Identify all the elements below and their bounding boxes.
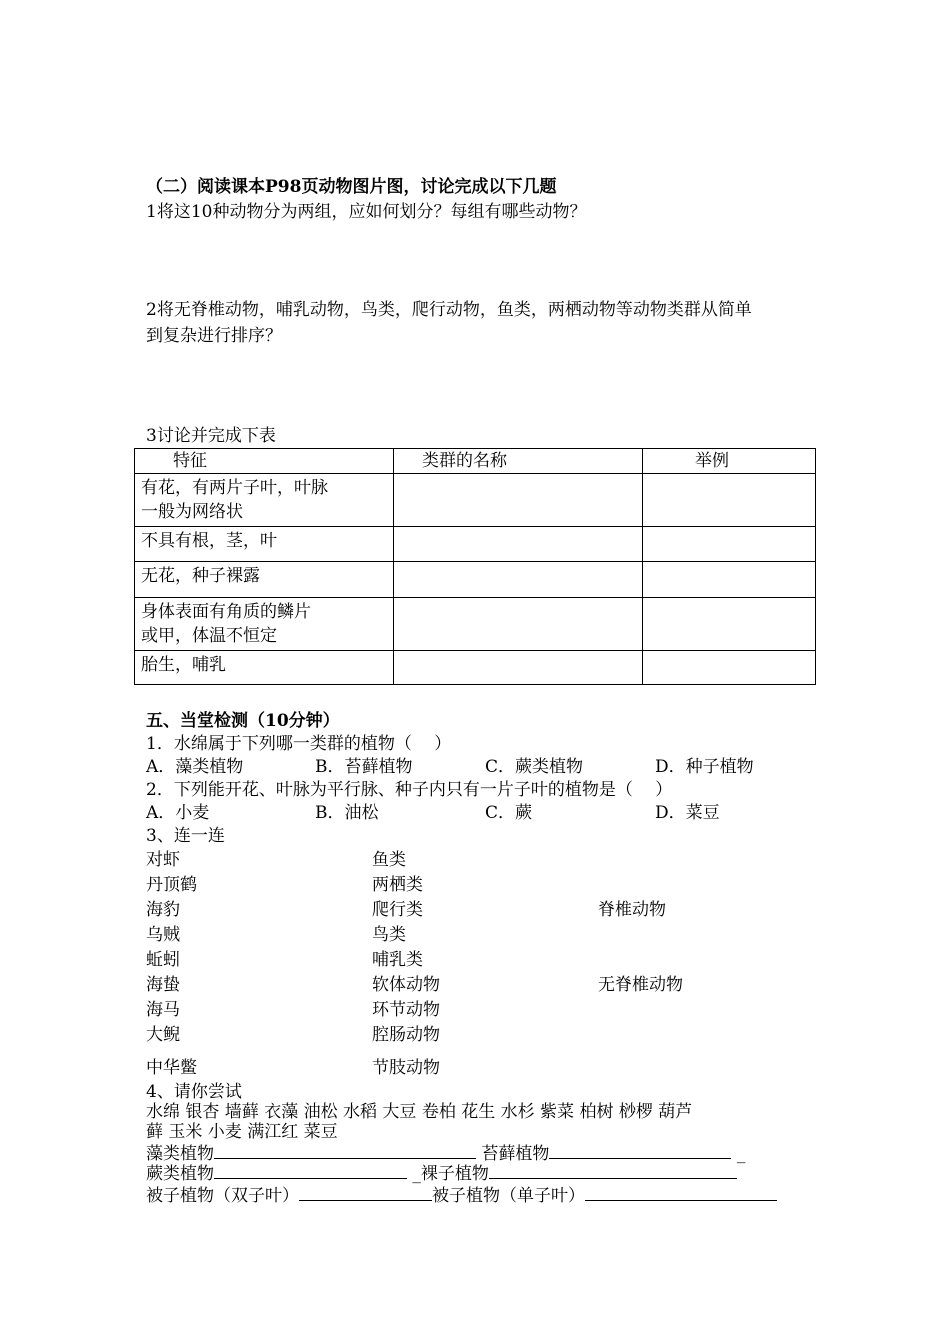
example-cell[interactable] xyxy=(643,474,816,527)
fill-line-3 xyxy=(146,1183,777,1207)
table-row xyxy=(135,562,816,598)
fern-label: 蕨类植物 xyxy=(146,1164,214,1184)
group-item[interactable]: 两栖类 xyxy=(372,875,423,895)
feature-cell xyxy=(135,651,394,685)
fill-line-2 xyxy=(146,1161,737,1185)
header-example: 举例 xyxy=(643,449,816,474)
question-1: 1将这10种动物分为两组，应如何划分？每组有哪些动物？ xyxy=(146,202,587,222)
table-header-row xyxy=(135,449,816,474)
header-group-name: 类群的名称 xyxy=(394,449,643,474)
classification-table xyxy=(134,448,816,685)
example-cell[interactable] xyxy=(643,598,816,651)
section2-title: （二）阅读课本P98页动物图片图，讨论完成以下几题 xyxy=(146,177,557,197)
group-name-cell[interactable] xyxy=(394,598,643,651)
group-name-cell[interactable] xyxy=(394,527,643,562)
table-row xyxy=(135,527,816,562)
group-item[interactable]: 节肢动物 xyxy=(372,1058,440,1078)
feature-cell xyxy=(135,527,394,562)
category-vertebrate[interactable]: 脊椎动物 xyxy=(598,900,666,920)
animal-item[interactable]: 乌贼 xyxy=(146,925,180,945)
mc-question-2: 2．下列能开花、叶脉为平行脉、种子内只有一片子叶的植物是（ ） xyxy=(146,780,673,800)
group-item[interactable]: 爬行类 xyxy=(372,900,423,920)
question-2-line1: 2将无脊椎动物，哺乳动物，鸟类，爬行动物，鱼类，两栖动物等动物类群从简单 xyxy=(146,300,752,320)
animal-item[interactable]: 海豹 xyxy=(146,900,180,920)
monocot-answer-blank[interactable] xyxy=(585,1183,777,1201)
group-name-cell[interactable] xyxy=(394,651,643,685)
dicot-label: 被子植物（双子叶） xyxy=(146,1186,299,1206)
group-item[interactable]: 软体动物 xyxy=(372,975,440,995)
q1-option-c[interactable]: C．蕨类植物 xyxy=(485,757,584,777)
animal-item[interactable]: 中华鳖 xyxy=(146,1058,197,1078)
moss-label: 苔藓植物 xyxy=(481,1144,550,1164)
q1-option-a[interactable]: A．藻类植物 xyxy=(146,757,244,777)
matching-title: 3、连一连 xyxy=(146,826,225,846)
q2-option-b[interactable]: B．油松 xyxy=(315,803,379,823)
animal-item[interactable]: 对虾 xyxy=(146,850,180,870)
feature-line1: 无花，种子裸露 xyxy=(141,566,260,586)
feature-line2: 或甲，体温不恒定 xyxy=(141,626,277,646)
group-item[interactable]: 鸟类 xyxy=(372,925,406,945)
fern-answer-blank[interactable] xyxy=(214,1161,407,1179)
line-tail: _ xyxy=(736,1144,746,1164)
q2-option-c[interactable]: C．蕨 xyxy=(485,803,533,823)
gymnosperm-answer-blank[interactable] xyxy=(489,1161,737,1179)
feature-cell xyxy=(135,474,394,527)
plant-list-line1: 水绵 银杏 墙藓 衣藻 油松 水稻 大豆 卷柏 花生 水杉 紫菜 柏树 桫椤 葫芦 xyxy=(146,1102,693,1122)
animal-item[interactable]: 大鲵 xyxy=(146,1025,180,1045)
animal-item[interactable]: 海蛰 xyxy=(146,975,180,995)
feature-line1: 不具有根，茎，叶 xyxy=(141,531,277,551)
feature-line2: 一般为网络状 xyxy=(141,502,243,522)
question-2-line2: 到复杂进行排序？ xyxy=(146,326,282,346)
mc-question-1: 1．水绵属于下列哪一类群的植物（ ） xyxy=(146,734,452,754)
gymnosperm-label: _裸子植物 xyxy=(412,1164,489,1184)
q1-option-b[interactable]: B．苔藓植物 xyxy=(315,757,413,777)
table-row xyxy=(135,651,816,685)
group-name-cell[interactable] xyxy=(394,562,643,598)
feature-cell xyxy=(135,598,394,651)
feature-line1: 有花，有两片子叶，叶脉 xyxy=(141,478,328,498)
group-item[interactable]: 鱼类 xyxy=(372,850,406,870)
feature-line1: 身体表面有角质的鳞片 xyxy=(141,602,311,622)
q2-option-d[interactable]: D．菜豆 xyxy=(655,803,720,823)
example-cell[interactable] xyxy=(643,527,816,562)
group-name-cell[interactable] xyxy=(394,474,643,527)
table-row xyxy=(135,598,816,651)
group-item[interactable]: 腔肠动物 xyxy=(372,1025,440,1045)
monocot-label: 被子植物（单子叶） xyxy=(432,1186,585,1206)
section5-title: 五、当堂检测（10分钟） xyxy=(146,711,340,731)
algae-answer-blank[interactable] xyxy=(214,1141,476,1159)
feature-cell xyxy=(135,562,394,598)
moss-answer-blank[interactable] xyxy=(549,1141,731,1159)
table-row xyxy=(135,474,816,527)
animal-item[interactable]: 丹顶鹤 xyxy=(146,875,197,895)
question-3: 3讨论并完成下表 xyxy=(146,426,276,446)
plant-list-line2: 藓 玉米 小麦 满江红 菜豆 xyxy=(146,1122,338,1142)
group-item[interactable]: 哺乳类 xyxy=(372,950,423,970)
group-item[interactable]: 环节动物 xyxy=(372,1000,440,1020)
feature-line1: 胎生，哺乳 xyxy=(141,655,226,675)
header-feature: 特征 xyxy=(135,449,394,474)
example-cell[interactable] xyxy=(643,651,816,685)
q1-option-d[interactable]: D．种子植物 xyxy=(655,757,754,777)
example-cell[interactable] xyxy=(643,562,816,598)
animal-item[interactable]: 海马 xyxy=(146,1000,180,1020)
q2-option-a[interactable]: A．小麦 xyxy=(146,803,210,823)
dicot-answer-blank[interactable] xyxy=(299,1183,432,1201)
algae-label: 藻类植物 xyxy=(146,1144,214,1164)
animal-item[interactable]: 蚯蚓 xyxy=(146,950,180,970)
category-invertebrate[interactable]: 无脊椎动物 xyxy=(598,975,683,995)
try-title: 4、请你尝试 xyxy=(146,1082,242,1102)
